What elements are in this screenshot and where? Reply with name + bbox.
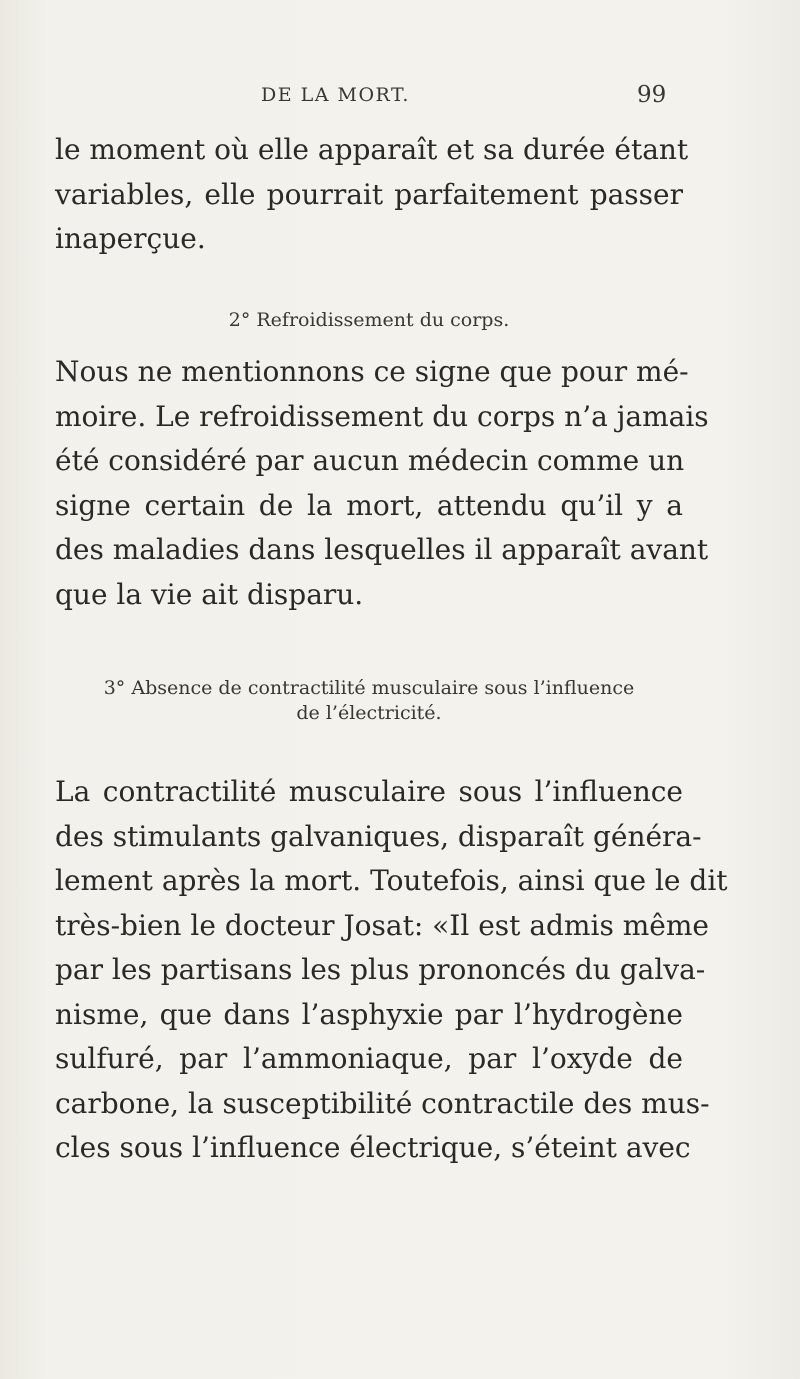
text-line: lement après la mort. Toutefois, ainsi que le dit [55,864,728,897]
text-line: variables, elle pourrait parfaitement passer [55,177,683,211]
text-line: été considéré par aucun médecin comme un [55,444,685,477]
section-heading-contractilite [55,676,683,726]
text-line: nisme, que dans l’asphyxie par l’hydrogène [55,997,683,1031]
text-line: par les partisans les plus prononcés du galva- [55,953,706,986]
text-line: très-bien le docteur Josat: «Il est admis même [55,908,709,942]
heading-line: 3° Absence de contractilité musculaire sous l’influence [103,677,635,699]
paragraph-contractilite [55,770,728,1171]
text-line: sulfuré, par l’ammoniaque, par l’oxyde de [55,1042,683,1075]
paragraph-continuation [55,128,689,262]
text-line: des stimulants galvaniques, disparaît généra- [55,819,702,853]
text-line: cles sous l’influence électrique, s’éteint avec [55,1131,691,1164]
text-line: carbone, la susceptibilité contractile des mus- [55,1086,710,1120]
text-line: Nous ne mentionnons ce signe que pour mé- [55,355,689,388]
text-line: le moment où elle apparaît et sa durée étant [55,133,689,166]
text-line: des maladies dans lesquelles il apparaît avant [55,533,709,566]
heading-line: de l’électricité. [296,702,442,724]
text-line: La contractilité musculaire sous l’influence [55,775,683,808]
page-number: 99 [637,82,667,108]
text-line: moire. Le refroidissement du corps n’a jamais [55,399,709,433]
running-title: DE LA MORT. [261,84,410,106]
paragraph-refroidissement [55,350,709,617]
text-line: que la vie ait disparu. [55,577,364,611]
text-line: inaperçue. [55,222,206,255]
heading-line: 2° Refroidissement du corps. [228,309,510,331]
section-heading-refroidissement [55,308,683,333]
text-line: signe certain de la mort, attendu qu’il y a [55,488,683,522]
